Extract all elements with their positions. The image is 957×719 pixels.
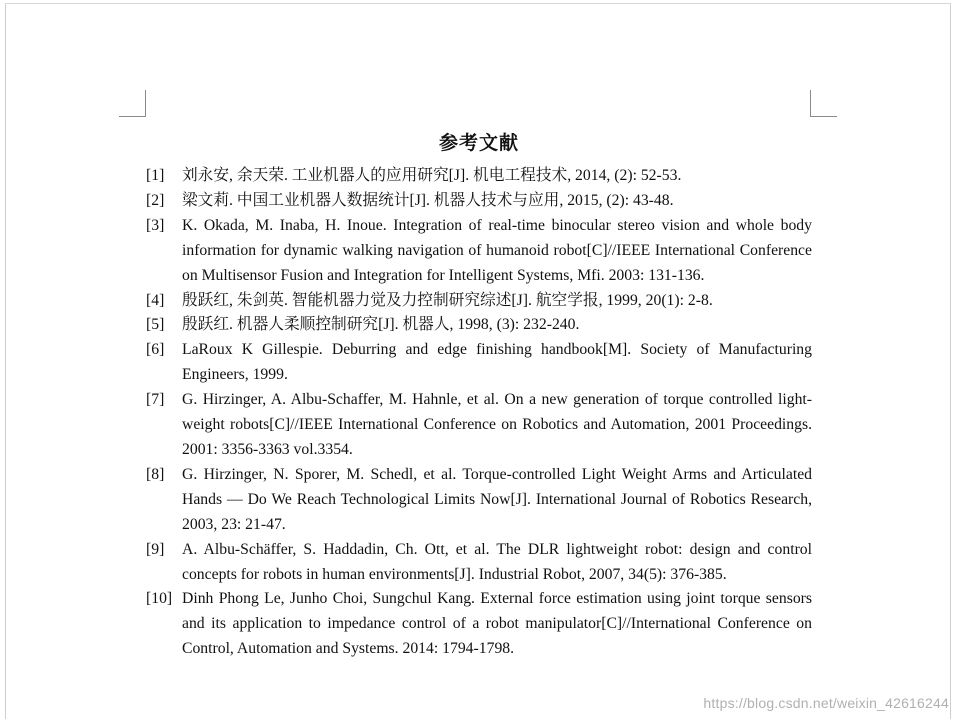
reference-text: G. Hirzinger, A. Albu-Schaffer, M. Hahnle, et al. On a new generation of torque controlled light-weight robots[C]//IEEE International Conference on Robotics and Automation, 2001 Proceedings. 2001: 3356-3363 vol.3354. <box>182 391 812 458</box>
reference-text: LaRoux K Gillespie. Deburring and edge finishing handbook[M]. Society of Manufacturing Engineers, 1999. <box>182 341 812 384</box>
reference-text: G. Hirzinger, N. Sporer, M. Schedl, et al. Torque-controlled Light Weight Arms and Articulated Hands — Do We Reach Technological Limits Now[J]. International Journal of Robotics Research, 2003, 23: 21-47. <box>182 465 812 533</box>
reference-number: [5] <box>146 316 165 334</box>
reference-item-1 <box>146 164 812 189</box>
reference-number: [10] <box>146 590 173 608</box>
top-left-margin-corner-mark <box>119 90 146 117</box>
reference-text: 殷跃红, 朱剑英. 智能机器力觉及力控制研究综述[J]. 航空学报, 1999, 20(1): 2-8. <box>182 291 713 309</box>
references-title: 参考文献 <box>438 132 519 154</box>
reference-item-5 <box>146 313 812 338</box>
reference-text: 刘永安, 余天荣. 工业机器人的应用研究[J]. 机电工程技术, 2014, (2): 52-53. <box>182 167 682 184</box>
reference-item-10 <box>146 587 812 662</box>
reference-text: A. Albu‐Schäffer, S. Haddadin, Ch. Ott, et al. The DLR lightweight robot: design and control concepts for robots in human environments[J]. Industrial Robot, 2007, 34(5): 376-385. <box>182 540 812 583</box>
reference-item-9 <box>146 538 812 588</box>
reference-text: K. Okada, M. Inaba, H. Inoue. Integration of real-time binocular stereo vision and whole body information for dynamic walking navigation of humanoid robot[C]//IEEE International Conference on Multisensor Fusion and Integration for Intelligent Systems, Mfi. 2003: 131-136. <box>182 216 812 284</box>
reference-number: [4] <box>146 291 165 309</box>
reference-list <box>146 164 812 662</box>
reference-text: Dinh Phong Le, Junho Choi, Sungchul Kang. External force estimation using joint torque sensors and its application to impedance control of a robot manipulator[C]//International Conference on Control, Automation and Systems. 2014: 1794-1798. <box>182 590 812 658</box>
reference-item-8 <box>146 463 812 538</box>
reference-number: [6] <box>146 341 165 359</box>
reference-item-7 <box>146 388 812 463</box>
reference-number: [1] <box>146 167 165 184</box>
blog-url-watermark: https://blog.csdn.net/weixin_42616244 <box>703 695 949 711</box>
reference-item-2 <box>146 189 812 214</box>
reference-text: 梁文莉. 中国工业机器人数据统计[J]. 机器人技术与应用, 2015, (2): 43-48. <box>182 191 674 209</box>
reference-number: [9] <box>146 540 165 558</box>
reference-item-3 <box>146 214 812 289</box>
top-right-margin-corner-mark <box>810 90 837 117</box>
reference-number: [8] <box>146 465 165 483</box>
reference-item-6 <box>146 338 812 388</box>
reference-number: [3] <box>146 216 165 234</box>
reference-number: [2] <box>146 191 165 209</box>
reference-item-4 <box>146 289 812 314</box>
reference-number: [7] <box>146 391 165 409</box>
document-content <box>146 128 812 662</box>
reference-text: 殷跃红. 机器人柔顺控制研究[J]. 机器人, 1998, (3): 232-240. <box>182 316 580 334</box>
